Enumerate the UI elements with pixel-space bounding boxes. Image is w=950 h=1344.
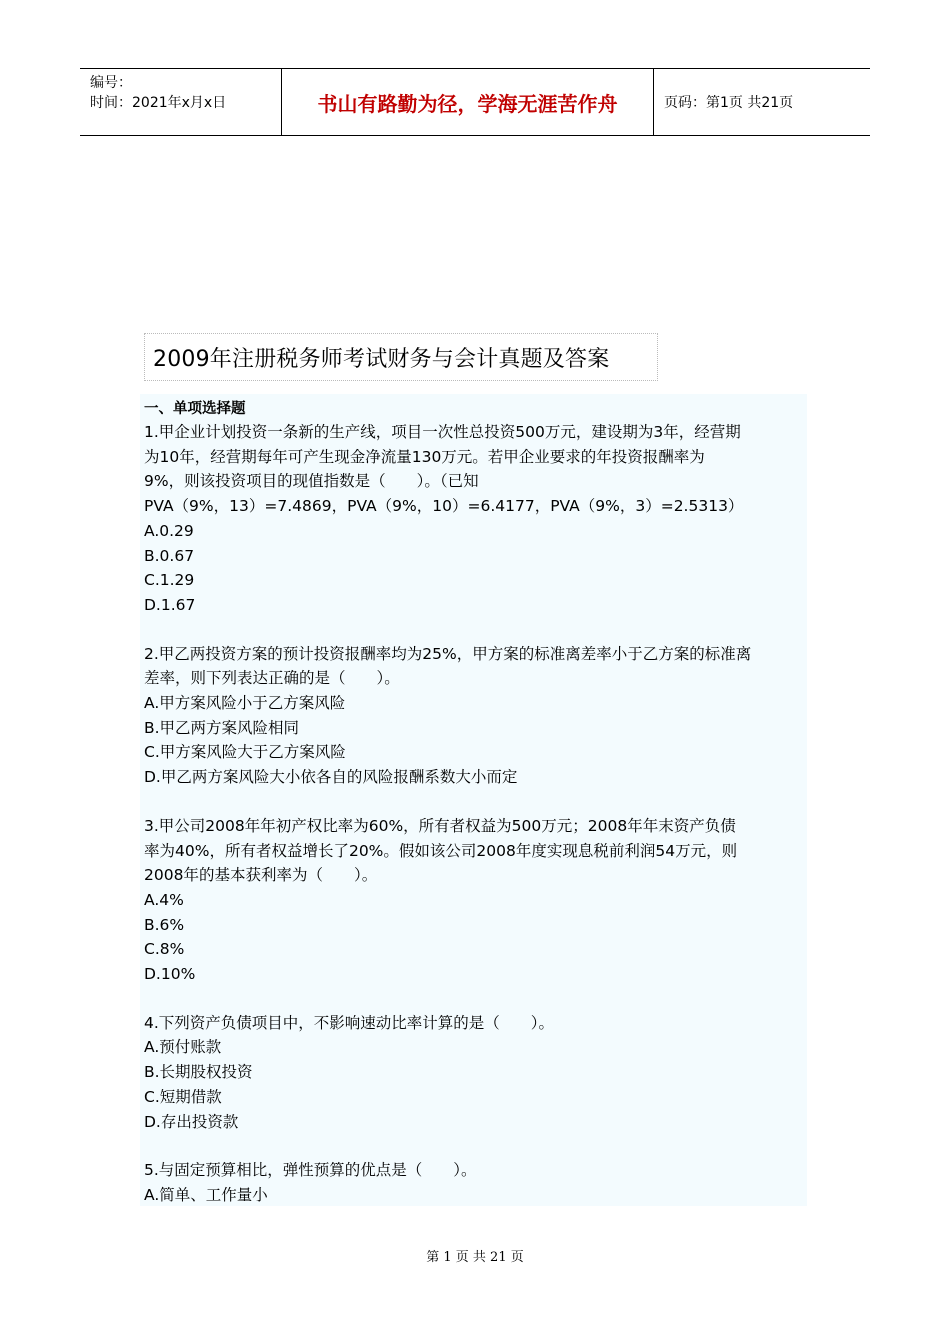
answer-option: A.0.29: [144, 521, 194, 540]
question-item: [144, 1158, 803, 1207]
question-text-line: 5.与固定预算相比，弹性预算的优点是（ ）。: [144, 1161, 477, 1180]
section-title: 一、单项选择题: [144, 401, 246, 417]
answer-option: B.6%: [144, 915, 185, 934]
answer-option: A.预付账款: [144, 1038, 222, 1057]
answer-option: C.甲方案风险大于乙方案风险: [144, 743, 346, 762]
question-item: [144, 1011, 803, 1135]
question-text-line: 3.甲公司2008年年初产权比率为60%，所有者权益为500万元；2008年年末资产负债: [144, 816, 736, 835]
question-text-line: 2008年的基本获利率为（ ）。: [144, 866, 378, 885]
question-text-line: 差率，则下列表达正确的是（ ）。: [144, 669, 400, 688]
question-text-line: 1.甲企业计划投资一条新的生产线，项目一次性总投资500万元，建设期为3年，经营期: [144, 423, 741, 441]
header-motto: 书山有路勤为径，学海无涯苦作舟: [281, 69, 654, 135]
answer-option: B.长期股权投资: [144, 1063, 253, 1082]
question-text-line: 4.下列资产负债项目中，不影响速动比率计算的是（ ）。: [144, 1013, 555, 1032]
question-text-line: 9%，则该投资项目的现值指数是（ ）。（已知: [144, 472, 479, 491]
answer-option: C.1.29: [144, 571, 195, 590]
header-left-cell: [80, 69, 281, 135]
answer-option: B.甲乙两方案风险相同: [144, 718, 300, 737]
question-text-line: 率为40%，所有者权益增长了20%。假如该公司2008年度实现息税前利润54万元，则: [144, 841, 738, 860]
answer-option: D.存出投资款: [144, 1112, 239, 1131]
header-page-info: 页码：第1页 共21页: [664, 95, 794, 111]
time-label: 时间：2021年x月x日: [90, 95, 227, 111]
number-label: 编号：: [90, 75, 132, 91]
answer-option: C.8%: [144, 940, 185, 959]
page-footer: 第 1 页 共 21 页: [426, 1250, 524, 1265]
answer-option: A.甲方案风险小于乙方案风险: [144, 694, 346, 713]
answer-option: D.甲乙两方案风险大小依各自的风险报酬系数大小而定: [144, 768, 518, 787]
answer-option: D.1.67: [144, 595, 196, 614]
answer-option: A.4%: [144, 890, 184, 909]
answer-option: C.短期借款: [144, 1087, 222, 1106]
header-table: [80, 68, 870, 136]
question-list: [144, 420, 803, 1208]
answer-option: D.10%: [144, 965, 196, 984]
document-title: 2009年注册税务师考试财务与会计真题及答案: [144, 333, 658, 381]
answer-option: A.简单、工作量小: [144, 1185, 268, 1204]
question-item: [144, 420, 803, 618]
content-area: [140, 394, 807, 1206]
question-text-line: 为10年，经营期每年可产生现金净流量130万元。若甲企业要求的年投资报酬率为: [144, 447, 705, 466]
question-text-line: 2.甲乙两投资方案的预计投资报酬率均为25%，甲方案的标准离差率小于乙方案的标准离: [144, 644, 752, 663]
question-item: [144, 642, 803, 790]
question-item: [144, 814, 803, 987]
question-text-line: PVA（9%，13）=7.4869，PVA（9%，10）=6.4177，PVA（9%，3）=2.5313）: [144, 497, 744, 516]
answer-option: B.0.67: [144, 546, 195, 565]
